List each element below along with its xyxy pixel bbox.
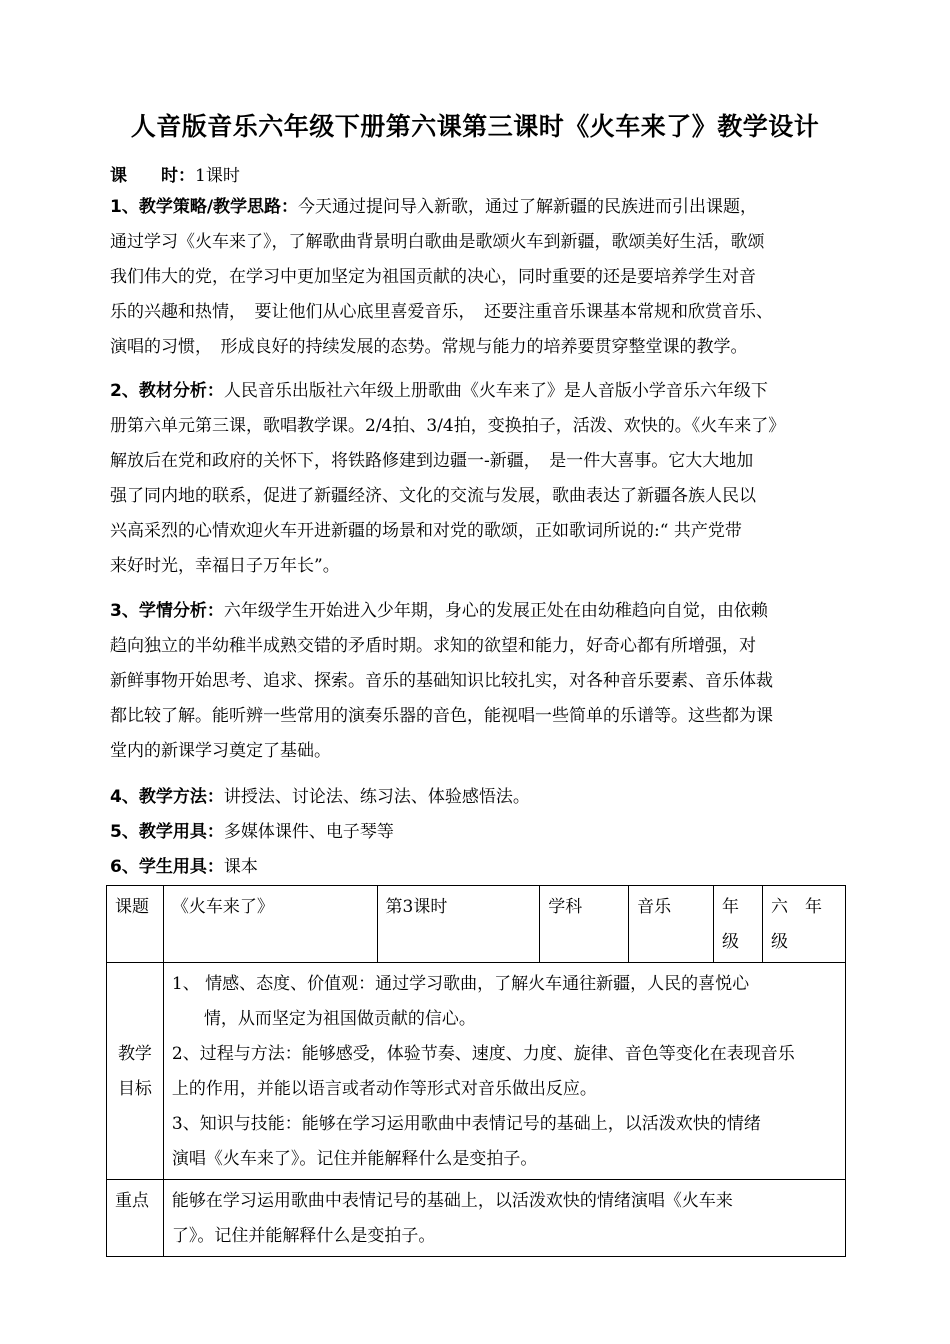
document-title: 人音版音乐六年级下册第六课第三课时《火车来了》教学设计 (130, 112, 820, 141)
section-text-line: 新鲜事物开始思考、追求、探索。音乐的基础知识比较扎实，对各种音乐要素、音乐体裁 (110, 671, 773, 691)
section-text-line: 册第六单元第三课，歌唱教学课。2/4拍、3/4拍，变换拍子，活泼、欢快的。《火车来了》 (110, 416, 786, 436)
section-text-line: 堂内的新课学习奠定了基础。 (110, 741, 331, 761)
section-text-line: 多媒体课件、电子琴等 (223, 822, 394, 842)
goal-line: 上的作用，并能以语言或者动作等形式对音乐做出反应。 (171, 1079, 597, 1099)
table-row (107, 1180, 846, 1257)
goal-line: 2、过程与方法：能够感受，体验节奏、速度、力度、旋律、音色等变化在表现音乐 (171, 1044, 795, 1064)
section-text-line: 六年级学生开始进入少年期，身心的发展正处在由幼稚趋向自觉，由依赖 (223, 601, 768, 621)
section-text-line: 通过学习《火车来了》，了解歌曲背景明白歌曲是歌颂火车到新疆，歌颂美好生活，歌颂 (110, 232, 765, 252)
goals-label-line: 教学 (117, 1044, 152, 1064)
key-point-line: 了》。记住并能解释什么是变拍子。 (171, 1226, 436, 1246)
goals-label-line: 目标 (117, 1079, 152, 1099)
grade-value-cell (763, 886, 846, 963)
goals-content-cell (163, 963, 845, 1180)
section-label: 5、教学用具： (110, 822, 224, 842)
section-material-analysis (110, 374, 850, 584)
section-label: 4、教学方法： (110, 787, 224, 807)
section-teaching-methods (110, 780, 850, 815)
key-point-line: 能够在学习运用歌曲中表情记号的基础上，以活泼欢快的情绪演唱《火车来 (171, 1191, 733, 1211)
topic-label-cell: 课题 (107, 886, 164, 963)
section-student-analysis (110, 594, 850, 769)
goal-line: 3、知识与技能：能够在学习运用歌曲中表情记号的基础上，以活泼欢快的情绪 (171, 1114, 761, 1134)
section-label: 2、教材分析： (110, 381, 224, 401)
grade-value-line: 六 年 (771, 897, 822, 917)
goals-label-cell (107, 963, 164, 1180)
section-text-line: 人民音乐出版社六年级上册歌曲《火车来了》是人音版小学音乐六年级下 (223, 381, 768, 401)
key-points-content-cell (163, 1180, 845, 1257)
section-text-line: 兴高采烈的心情欢迎火车开进新疆的场景和对党的歌颂，正如歌词所说的:“ 共产党带 (110, 521, 742, 541)
goal-line: 情，从而坚定为祖国做贡献的信心。 (203, 1009, 476, 1029)
section-text-line: 强了同内地的联系，促进了新疆经济、文化的交流与发展，歌曲表达了新疆各族人民以 (110, 486, 756, 506)
section-student-tools (110, 850, 850, 885)
section-text-line: 乐的兴趣和热情， 要让他们从心底里喜爱音乐， 还要注重音乐课基本常规和欣赏音乐、 (110, 302, 773, 322)
period-cell: 第3课时 (377, 886, 540, 963)
section-text-line: 都比较了解。能听辨一些常用的演奏乐器的音色，能视唱一些简单的乐谱等。这些都为课 (110, 706, 773, 726)
class-hours (110, 161, 850, 186)
section-teaching-strategy (110, 190, 850, 365)
section-label: 1、教学策略/教学思路： (110, 197, 299, 217)
topic-value-cell: 《火车来了》 (163, 886, 377, 963)
table-row (107, 886, 846, 963)
section-text-line: 课本 (223, 857, 258, 877)
section-text-line: 演唱的习惯， 形成良好的持续发展的态势。常规与能力的培养要贯穿整堂课的教学。 (110, 337, 748, 357)
goal-line: 1、 情感、态度、价值观：通过学习歌曲，了解火车通往新疆，人民的喜悦心 (171, 974, 750, 994)
section-text-line: 讲授法、讨论法、练习法、体验感悟法。 (223, 787, 530, 807)
grade-value-line: 级 (771, 932, 788, 952)
section-teaching-tools (110, 815, 850, 850)
section-label: 3、学情分析： (110, 601, 224, 621)
class-hours-value: 1课时 (195, 166, 240, 186)
grade-label-cell: 年级 (714, 886, 763, 963)
section-text-line: 趋向独立的半幼稚半成熟交错的矛盾时期。求知的欲望和能力，好奇心都有所增强，对 (110, 636, 756, 656)
key-points-label-cell: 重点 (107, 1180, 164, 1257)
goal-line: 演唱《火车来了》。记住并能解释什么是变拍子。 (171, 1149, 538, 1169)
subject-value-cell: 音乐 (629, 886, 714, 963)
class-hours-label: 课 时： (110, 166, 195, 186)
subject-label-cell: 学科 (540, 886, 629, 963)
section-text-line: 今天通过提问导入新歌，通过了解新疆的民族进而引出课题， (298, 197, 758, 217)
section-label: 6、学生用具： (110, 857, 224, 877)
section-text-line: 我们伟大的党，在学习中更加坚定为祖国贡献的决心，同时重要的还是要培养学生对音 (110, 267, 756, 287)
table-row (107, 963, 846, 1180)
lesson-info-table (106, 885, 846, 1257)
section-text-line: 解放后在党和政府的关怀下，将铁路修建到边疆一-新疆， 是一件大喜事。它大大地加 (110, 451, 754, 471)
section-text-line: 来好时光，幸福日子万年长”。 (110, 556, 340, 576)
